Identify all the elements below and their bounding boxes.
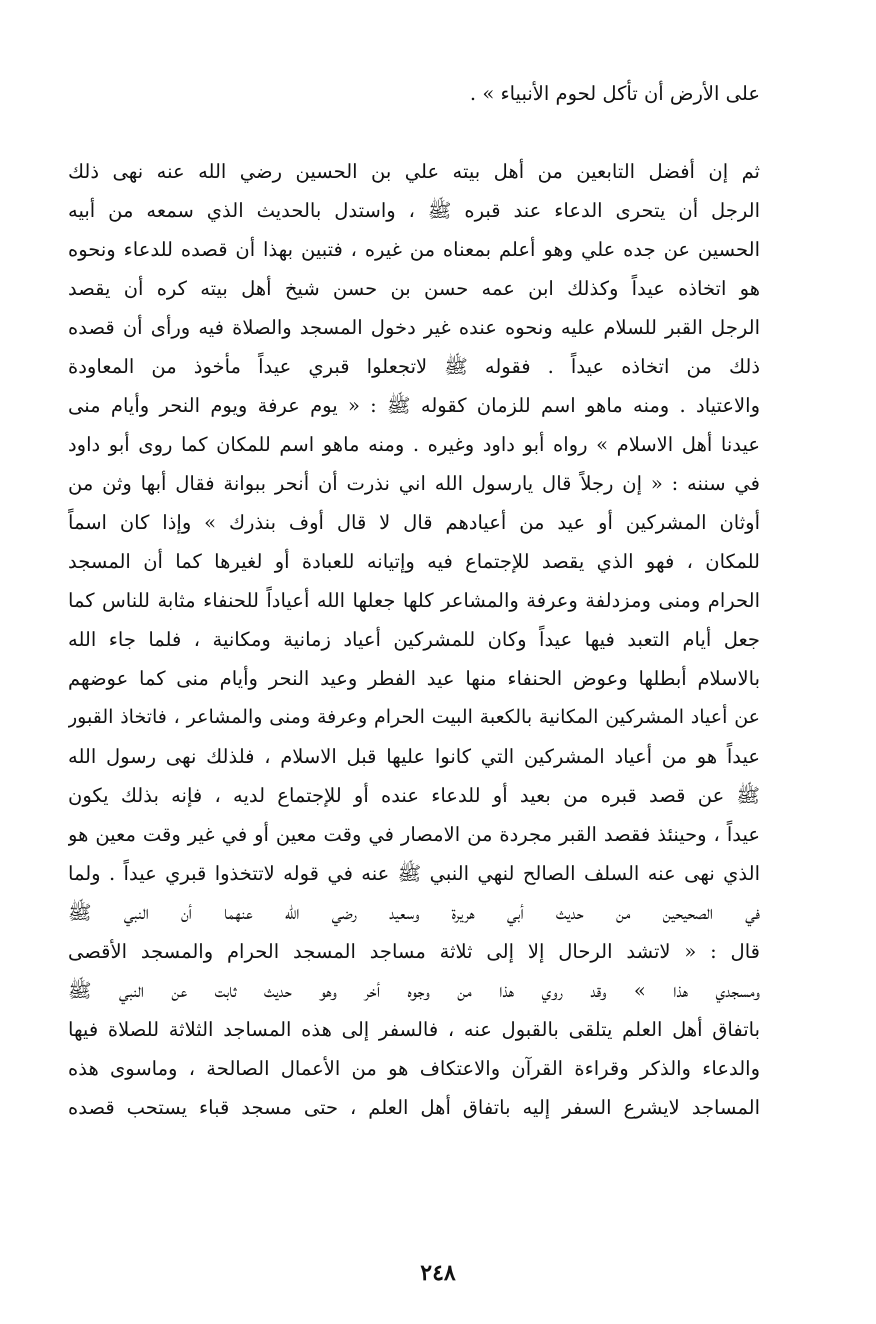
text-line: الرجل أن يتحرى الدعاء عند قبره ﷺ ، واستدل بالحديث الذي سمعه من أبيه [68, 199, 760, 222]
text-line: الحرام ومنى ومزدلفة وعرفة والمشاعر كلها جعلها الله أعياداً للحنفاء مثابة للناس كما [68, 589, 760, 612]
text-line: ﷺ عن قصد قبره من بعيد أو للدعاء عنده أو للإجتماع لديه ، فإنه بذلك يكون [68, 784, 760, 807]
text-line: بالاسلام أبطلها وعوض الحنفاء منها عيد الفطر وعيد النحر وأيام منى كما عوضهم [68, 667, 760, 690]
text-line: هو اتخاذه عيداً وكذلك ابن عمه حسن بن حسن شيخ أهل بيته كره أن يقصد [68, 277, 760, 300]
text-line: أوثان المشركين أو عيد من أعيادهم قال لا قال أوف بنذرك » وإذا كان اسماً [68, 511, 760, 534]
text-line: المساجد لايشرع السفر إليه باتفاق أهل العلم ، حتى مسجد قباء يستحب قصده [68, 1096, 760, 1119]
continuation-line: على الأرض أن تأكل لحوم الأنبياء » . [469, 82, 760, 105]
continuation-line-block [68, 74, 760, 113]
text-line: عن أعياد المشركين المكانية بالكعبة البيت الحرام وعرفة ومنى والمشاعر ، فاتخاذ القبور [68, 706, 760, 728]
text-line: للمكان ، فهو الذي يقصد للإجتماع فيه وإتيانه للعبادة أو لغيرها كما أن المسجد [68, 550, 760, 573]
text-line: ثم إن أفضل التابعين من أهل بيته علي بن الحسين رضي الله عنه نهى ذلك [68, 160, 760, 183]
text-line: عيدنا أهل الاسلام » رواه أبو داود وغيره . ومنه ماهو اسم للمكان كما روى أبو داود [68, 433, 760, 456]
text-line: في سننه : « إن رجلاً قال يارسول الله اني نذرت أن أنحر ببوانة فقال أبها وثن من [68, 472, 760, 495]
text-line: ومسجدي هذا » وقد روي هذا من وجوه أخر وهو حديث ثابت عن النبي ﷺ [68, 979, 760, 1002]
text-line: والاعتياد . ومنه ماهو اسم للزمان كقوله ﷺ : « يوم عرفة ويوم النحر وأيام منى [68, 394, 760, 417]
text-line: عيداً ، وحينئذ فقصد القبر مجردة من الامصار في وقت معين أو في غير وقت معين هو [68, 823, 760, 846]
text-line: الذي نهى عنه السلف الصالح لنهي النبي ﷺ عنه في قوله لاتتخذوا قبري عيداً . ولما [68, 862, 760, 885]
text-line: جعل أيام التعبد فيها عيداً وكان للمشركين أعياد زمانية ومكانية ، فلما جاء الله [68, 628, 760, 651]
page-number: ٢٤٨ [420, 1260, 456, 1286]
text-line: باتفاق أهل العلم يتلقى بالقبول عنه ، فالسفر إلى هذه المساجد الثلاثة للصلاة فيها [68, 1018, 760, 1041]
text-line: والدعاء والذكر وقراءة القرآن والاعتكاف هو من الأعمال الصالحة ، وماسوى هذه [68, 1057, 760, 1080]
text-line: الحسين عن جده علي وهو أعلم بمعناه من غيره ، فتبين بهذا أن قصده للدعاء ونحوه [68, 238, 760, 261]
text-line: عيداً هو من أعياد المشركين التي كانوا عليها قبل الاسلام ، فلذلك نهى رسول الله [68, 745, 760, 768]
text-line: ذلك من اتخاذه عيداً . فقوله ﷺ لاتجعلوا قبري عيداً مأخوذ من المعاودة [68, 355, 760, 378]
text-line: الرجل القبر للسلام عليه ونحوه عنده غير دخول المسجد والصلاة فيه ورأى أن قصده [68, 316, 760, 339]
text-line: قال : « لاتشد الرحال إلا إلى ثلاثة مساجد المسجد الحرام والمسجد الأقصى [68, 940, 760, 963]
body-text [68, 152, 760, 1127]
text-line: في الصحيحين من حديث أبي هريرة وسعيد رضي الله عنهما أن النبي ﷺ [68, 901, 760, 924]
